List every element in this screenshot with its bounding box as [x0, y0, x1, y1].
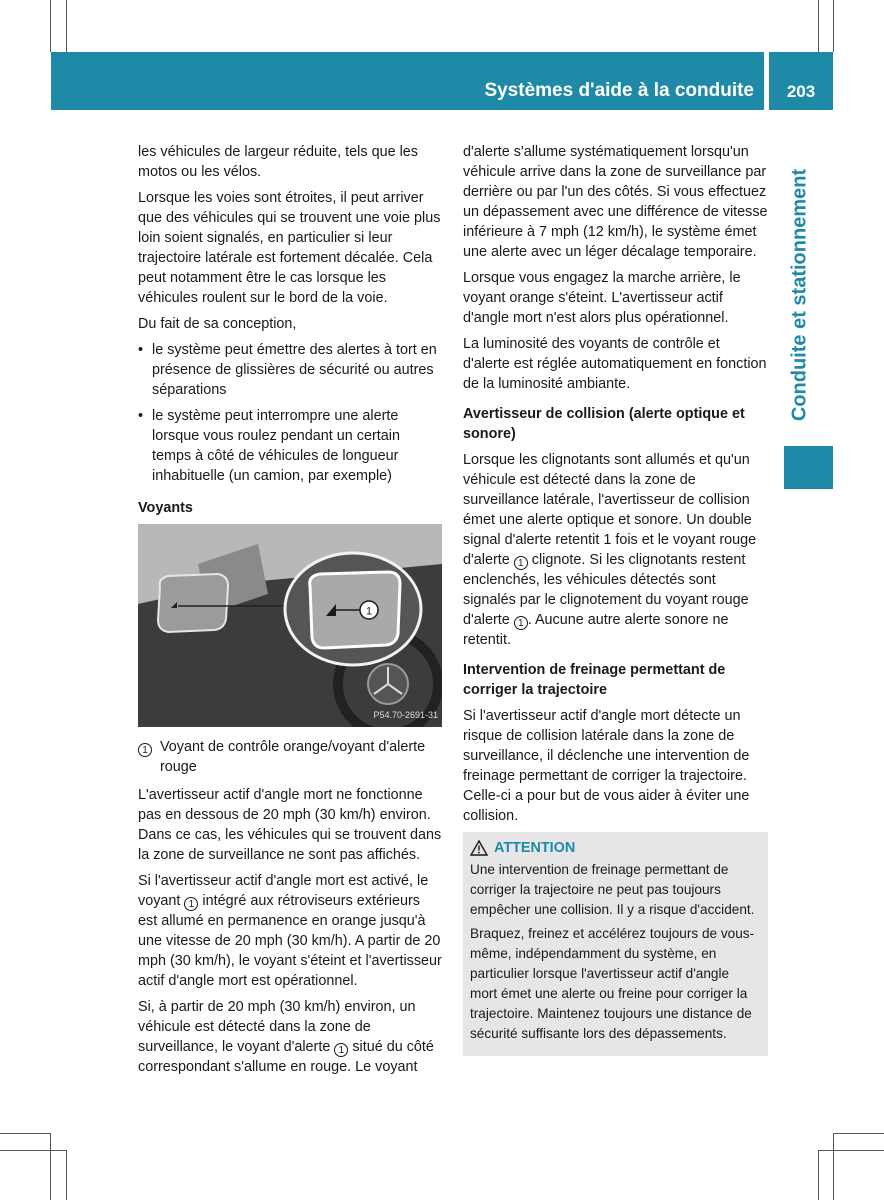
paragraph-text: clignote. Si les clignotants restent enclenchés, les véhicules détectés sont signalés par le clignotement du voyant rouge d'alerte [463, 552, 749, 628]
section-heading: Intervention de freinage permettant de corriger la trajectoire [463, 662, 726, 698]
paragraph-text: Lorsque les clignotants sont allumés et qu'un véhicule est détecté dans la zone de surveillance latérale, l'avertisseur de collision émet une alerte optique et sonore. Un double signal d'alerte retentit 1 fois et le voyant rouge d'alerte [463, 452, 757, 568]
crop-mark [50, 0, 51, 52]
bullet-text: le système peut émettre des alertes à tort en présence de glissières de sécurité ou autres séparations [152, 342, 437, 398]
figure-callout-number: 1 [365, 605, 373, 618]
section-heading: Voyants [138, 500, 193, 516]
paragraph-text: situé du côté correspondant s'allume en rouge. Le voyant [138, 1039, 434, 1075]
figure-caption [138, 737, 442, 777]
left-column [138, 142, 442, 1083]
warning-header [470, 838, 760, 858]
warning-text: Braquez, freinez et accélérez toujours de vous-même, indépendamment du système, en particulier lorsque l'avertisseur actif d'angle mort émet une alerte ou freine pour corriger la trajectoire. Maintenez toujours une distance de sécurité suffisante lors des dépassements. [470, 926, 755, 1041]
bullet-dot: • [138, 342, 144, 358]
paragraph: La luminosité des voyants de contrôle et d'alerte est réglée automatiquement en fonction de la luminosité ambiante. [463, 336, 767, 392]
bullet-text: le système peut interrompre une alerte lorsque vous roulez pendant un certain temps à côté de véhicules de longueur inhabituelle (un camion, par exemple) [152, 408, 400, 484]
paragraph: Si l'avertisseur actif d'angle mort détecte un risque de collision latérale dans la zone de surveillance, il déclenche une intervention de freinage permettant de corriger la trajectoire. Celle-ci a pour but de vous aider à éviter une collision. [463, 708, 750, 824]
paragraph-text: Si l'avertisseur actif d'angle mort est activé, le voyant [138, 873, 429, 909]
paragraph: Lorsque les voies sont étroites, il peut arriver que des véhicules qui se trouvent une voie plus loin soient signalés, en particulier si leur trajectoire latérale est fortement décalée. Cela peut notamment être le cas lorsque les véhicules roulent sur le bord de la voie. [138, 190, 441, 306]
crop-mark [833, 1133, 834, 1200]
crop-mark [66, 0, 67, 52]
callout-number: 1 [514, 556, 528, 570]
crop-mark [833, 0, 834, 52]
callout-number: 1 [514, 616, 528, 630]
warning-text: Une intervention de freinage permettant de corriger la trajectoire ne peut pas toujours empêcher une collision. Il y a risque d'accident. [470, 862, 755, 917]
paragraph: L'avertisseur actif d'angle mort ne fonctionne pas en dessous de 20 mph (30 km/h) environ. Dans ce cas, les véhicules qui se trouvent dans la zone de surveillance ne sont pas affichés. [138, 787, 442, 863]
paragraph [138, 871, 442, 991]
paragraph: d'alerte s'allume systématiquement lorsqu'un véhicule arrive dans la zone de surveillance par derrière ou par l'un des côtés. Si vous effectuez un dépassement avec une différence de vitesse inférieure à 7 mph (12 km/h), le système émet une alerte avec un léger décalage temporaire. [463, 144, 768, 260]
crop-mark [818, 1150, 819, 1200]
chapter-header [51, 52, 764, 110]
bullet-item [138, 406, 442, 486]
bullet-dot: • [138, 408, 144, 424]
crop-mark [834, 1133, 884, 1134]
page-number: 203 [786, 82, 816, 101]
crop-mark [0, 1150, 66, 1151]
chapter-title: Systèmes d'aide à la conduite [484, 80, 754, 101]
warning-triangle-icon [470, 840, 488, 856]
figure-code: P54.70-2691-31 [373, 710, 438, 720]
caption-text: Voyant de contrôle orange/voyant d'alerte rouge [160, 739, 426, 775]
bullet-item [138, 340, 442, 400]
page-number-box [769, 52, 833, 110]
paragraph: Lorsque vous engagez la marche arrière, le voyant orange s'éteint. L'avertisseur actif d'angle mort n'est alors plus opérationnel. [463, 270, 741, 326]
callout-number: 1 [184, 897, 198, 911]
right-column [463, 142, 768, 1056]
mirror-illustration [138, 524, 442, 727]
paragraph [138, 997, 442, 1077]
paragraph [463, 450, 768, 650]
paragraph: les véhicules de largeur réduite, tels que les motos ou les vélos. [138, 144, 418, 180]
side-tab-block [784, 446, 833, 489]
callout-number: 1 [138, 743, 152, 757]
crop-mark [66, 1150, 67, 1200]
paragraph-text: Si, à partir de 20 mph (30 km/h) environ, un véhicule est détecté dans la zone de surveillance, le voyant d'alerte [138, 999, 416, 1055]
paragraph-text: . Aucune autre alerte sonore ne retentit. [463, 612, 729, 648]
paragraph: Du fait de sa conception, [138, 316, 297, 332]
section-heading: Avertisseur de collision (alerte optique et sonore) [463, 406, 745, 442]
paragraph-text: intégré aux rétroviseurs extérieurs est allumé en permanence en orange jusqu'à une vitesse de 20 mph (30 km/h). A partir de 20 mph (30 km/h), le voyant s'éteint et l'avertisseur actif d'angle mort est opérationnel. [138, 893, 442, 989]
side-tab-label: Conduite et stationnement [788, 168, 811, 422]
crop-mark [818, 0, 819, 52]
crop-mark [818, 1150, 884, 1151]
crop-mark [0, 1133, 50, 1134]
mirror-figure [138, 524, 442, 727]
callout-number: 1 [334, 1043, 348, 1057]
crop-mark [50, 1133, 51, 1200]
side-tab [770, 150, 830, 440]
warning-title: ATTENTION [494, 840, 576, 856]
warning-box [463, 832, 768, 1056]
